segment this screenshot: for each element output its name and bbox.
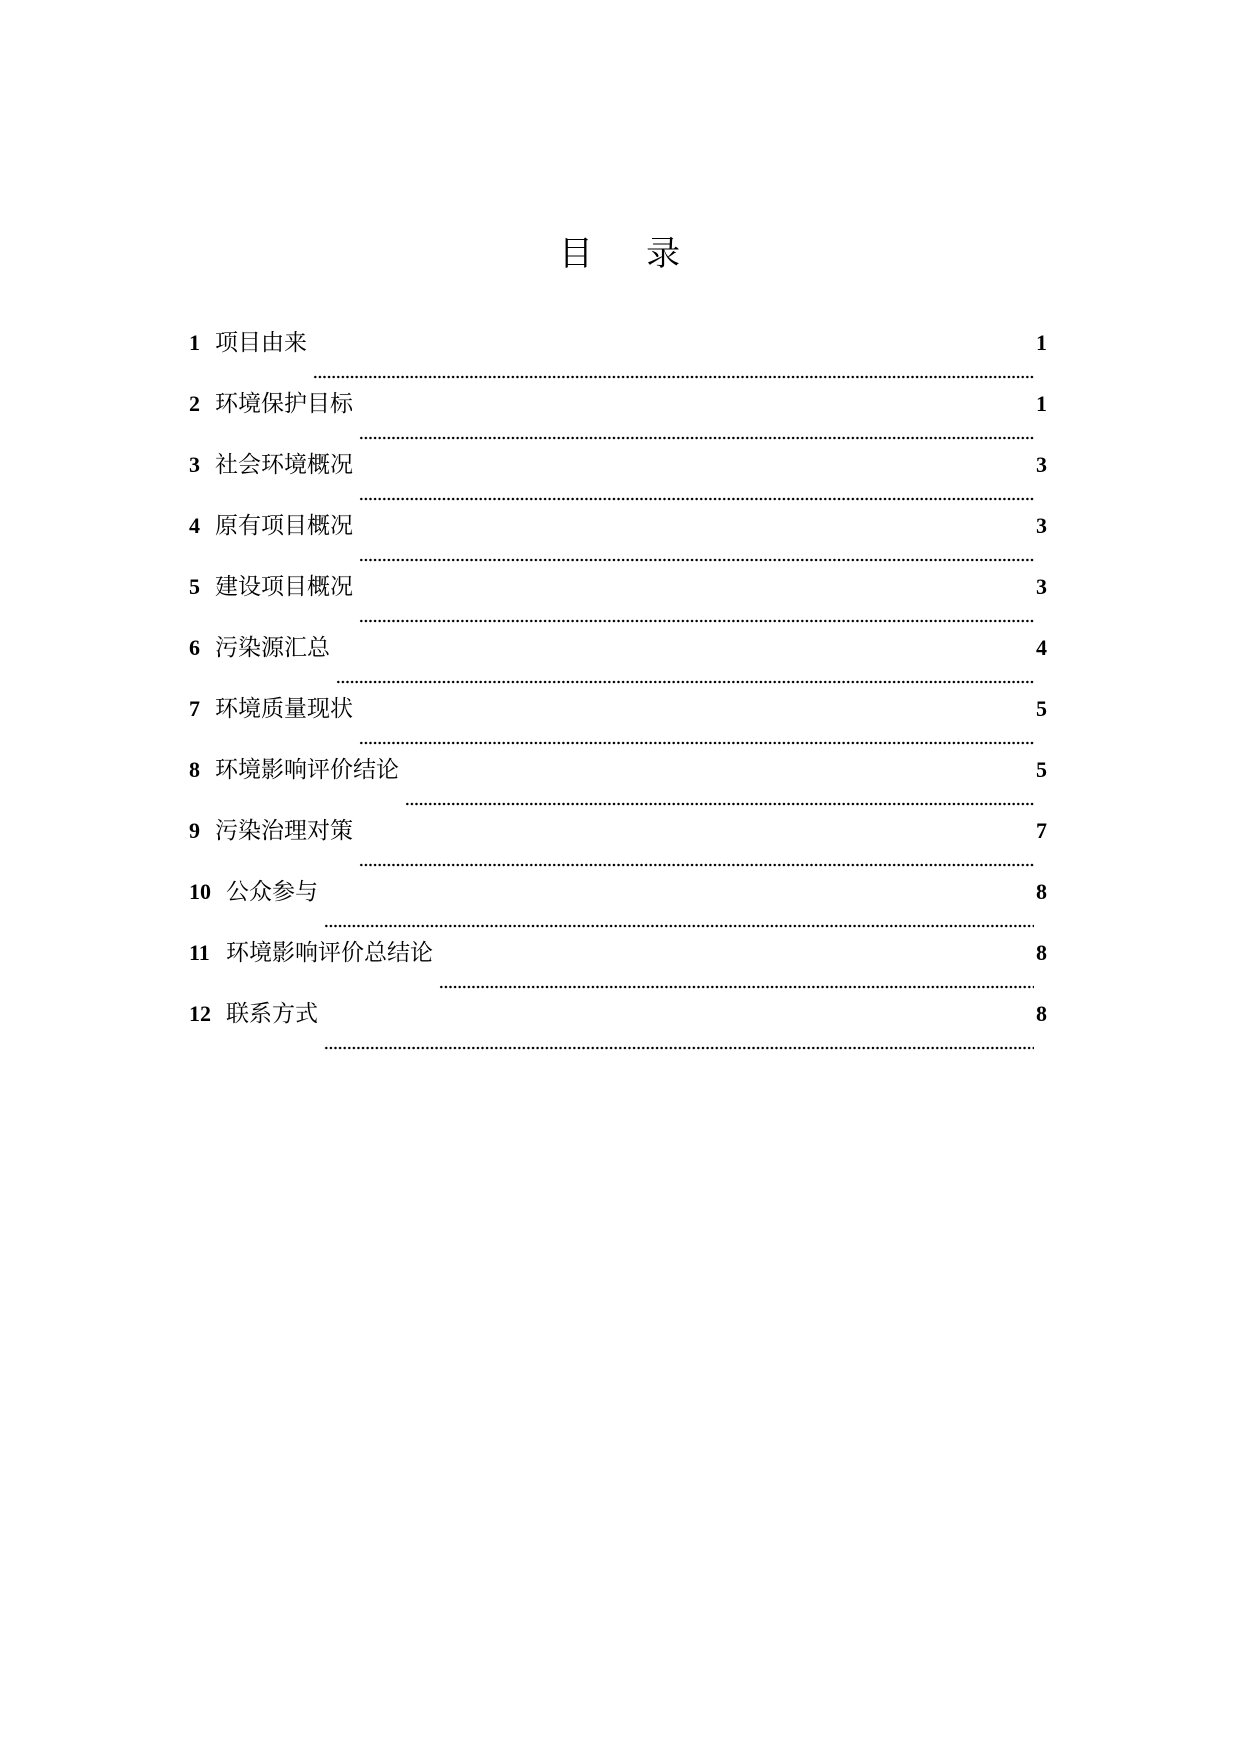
toc-entry-page: 8: [1036, 940, 1047, 965]
toc-entry-label: 公众参与: [226, 879, 318, 905]
toc-dot-leader: [359, 436, 1034, 440]
toc-entry-page: 8: [1036, 1001, 1047, 1026]
toc-entry[interactable]: [189, 448, 1047, 509]
toc-entry-label: 原有项目概况: [215, 513, 353, 539]
toc-entry-label: 社会环境概况: [215, 452, 353, 478]
toc-entry-label: 环境影响评价结论: [215, 757, 399, 783]
toc-entry-label: 项目由来: [215, 330, 307, 356]
toc-entry-number: 12: [189, 1001, 211, 1026]
toc-entry-page: 8: [1036, 879, 1047, 904]
toc-entry-label: 环境质量现状: [215, 696, 353, 722]
toc-dot-leader: [313, 375, 1034, 379]
toc-entry-label: 污染治理对策: [215, 818, 353, 844]
toc-dot-leader: [324, 924, 1034, 928]
toc-entry[interactable]: [189, 692, 1047, 753]
toc-entry-number: 2: [189, 391, 200, 416]
toc-entry-page: 7: [1036, 818, 1047, 843]
toc-entry-number: 3: [189, 452, 200, 477]
page-title: 目 录: [558, 234, 683, 274]
toc-entry-number: 6: [189, 635, 200, 660]
toc-entry-number: 8: [189, 757, 200, 782]
toc-entry[interactable]: [189, 326, 1047, 387]
toc-entry[interactable]: [189, 936, 1047, 997]
toc-dot-leader: [359, 558, 1034, 562]
toc-entry-number: 9: [189, 818, 200, 843]
toc-entry-label: 环境影响评价总结论: [226, 940, 433, 966]
toc-entry[interactable]: [189, 570, 1047, 631]
toc-entry-page: 4: [1036, 635, 1047, 660]
toc-entry-page: 3: [1036, 574, 1047, 599]
toc-entry[interactable]: [189, 753, 1047, 814]
toc-dot-leader: [359, 741, 1034, 745]
toc-dot-leader: [359, 863, 1034, 867]
toc-entry[interactable]: [189, 387, 1047, 448]
toc-dot-leader: [405, 802, 1034, 806]
toc-entry[interactable]: [189, 814, 1047, 875]
toc-entry-number: 11: [189, 940, 210, 965]
toc-dot-leader: [359, 619, 1034, 623]
table-of-contents: [189, 326, 1047, 1058]
toc-entry-page: 3: [1036, 452, 1047, 477]
toc-entry[interactable]: [189, 509, 1047, 570]
toc-entry-number: 10: [189, 879, 211, 904]
toc-entry[interactable]: [189, 875, 1047, 936]
toc-dot-leader: [359, 497, 1034, 501]
toc-entry-page: 5: [1036, 696, 1047, 721]
toc-entry-page: 1: [1036, 330, 1047, 355]
toc-entry-label: 联系方式: [226, 1001, 318, 1027]
toc-entry-number: 7: [189, 696, 200, 721]
toc-dot-leader: [336, 680, 1034, 684]
toc-entry-number: 1: [189, 330, 200, 355]
toc-entry-page: 3: [1036, 513, 1047, 538]
toc-dot-leader: [324, 1046, 1034, 1050]
toc-entry-page: 1: [1036, 391, 1047, 416]
toc-entry-label: 污染源汇总: [215, 635, 330, 661]
toc-entry-label: 环境保护目标: [215, 391, 353, 417]
toc-entry-label: 建设项目概况: [215, 574, 353, 600]
toc-entry[interactable]: [189, 631, 1047, 692]
toc-entry-number: 4: [189, 513, 200, 538]
toc-entry-number: 5: [189, 574, 200, 599]
toc-entry-page: 5: [1036, 757, 1047, 782]
toc-dot-leader: [439, 985, 1034, 989]
toc-entry[interactable]: [189, 997, 1047, 1058]
